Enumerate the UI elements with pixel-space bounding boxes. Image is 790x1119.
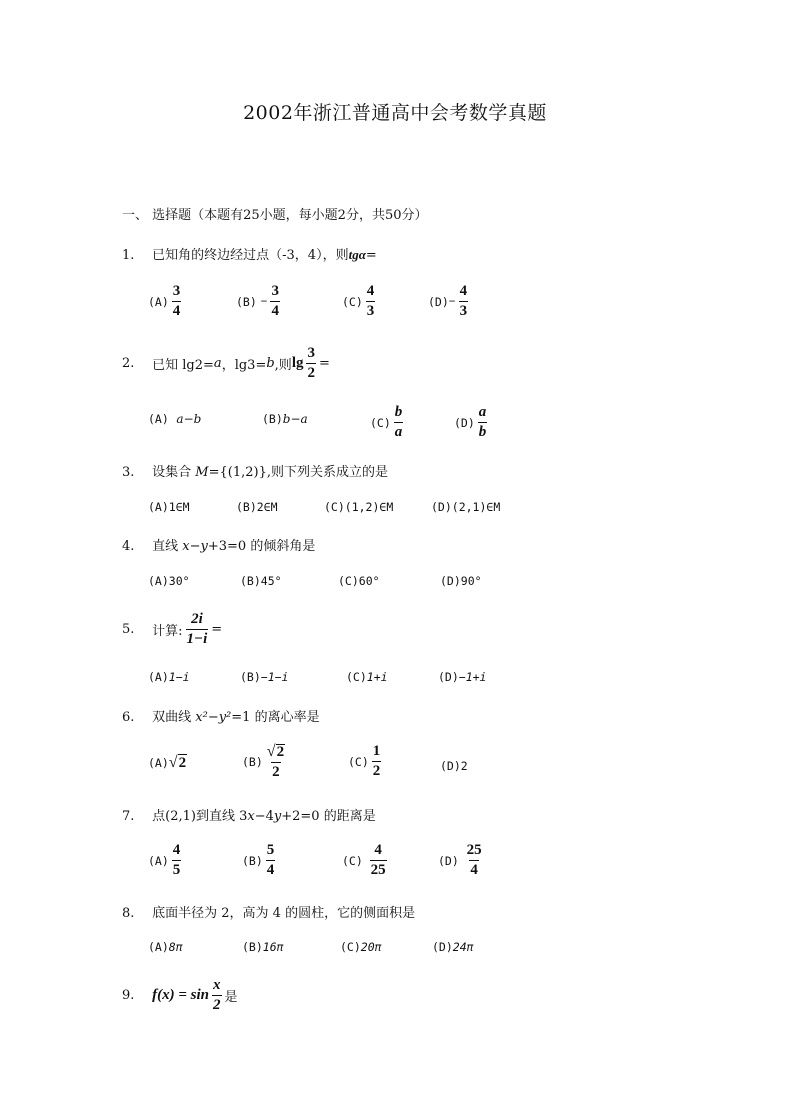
option-value: 8π xyxy=(168,940,183,954)
question-6 xyxy=(122,706,320,725)
question-text: =1 的离心率是 xyxy=(231,710,320,725)
question-number: 2. xyxy=(122,356,135,371)
option-c[interactable] xyxy=(348,744,384,779)
var-x: x xyxy=(247,809,255,824)
option-value: 30° xyxy=(168,574,190,588)
option-label: (B) xyxy=(242,755,263,769)
option-label: (C) xyxy=(338,574,359,588)
option-label: (C) xyxy=(348,754,369,769)
option-d[interactable] xyxy=(428,284,471,319)
option-value: 90° xyxy=(460,574,482,588)
question-suffix: 是 xyxy=(224,990,238,1005)
fraction xyxy=(212,978,222,1013)
question-7 xyxy=(122,805,376,824)
question-text: ，lg3= xyxy=(221,358,267,373)
denominator: 2 xyxy=(307,365,315,381)
formula: x−y xyxy=(182,539,208,554)
numerator: 3 xyxy=(307,345,315,361)
option-a[interactable] xyxy=(148,843,184,878)
question-2 xyxy=(122,346,330,381)
option-label: (C) xyxy=(342,853,363,868)
question-text: 直线 xyxy=(152,539,183,554)
denominator: 5 xyxy=(172,862,181,878)
option-label: (A) xyxy=(148,853,169,868)
option-c[interactable] xyxy=(324,500,393,514)
var-a: a xyxy=(213,356,222,371)
question-8 xyxy=(122,902,415,921)
denominator: 4 xyxy=(470,862,478,878)
question-suffix: = xyxy=(211,622,223,637)
option-label: (D) xyxy=(438,853,459,868)
question-number: 6. xyxy=(122,710,135,725)
fraction xyxy=(394,405,404,440)
option-c[interactable] xyxy=(340,940,382,954)
formula: f(x) = sin xyxy=(152,987,210,1003)
option-label: (D) xyxy=(432,940,453,954)
option-label: (A) xyxy=(148,294,169,309)
option-c[interactable] xyxy=(338,574,380,588)
numerator: 5 xyxy=(266,842,275,858)
fraction xyxy=(270,284,280,319)
fraction xyxy=(370,843,387,878)
denominator: 4 xyxy=(172,303,181,319)
numerator: x xyxy=(213,977,221,993)
option-value: 24π xyxy=(452,940,474,954)
question-text: +3=0 的倾斜角是 xyxy=(207,539,316,554)
option-value: 20π xyxy=(360,940,382,954)
denominator: 3 xyxy=(366,303,375,319)
option-value: a−b xyxy=(176,412,202,426)
fraction xyxy=(266,843,276,878)
option-d[interactable] xyxy=(438,670,486,684)
denominator: 4 xyxy=(266,862,275,878)
option-label: (A) xyxy=(148,756,169,770)
option-label: (B) xyxy=(236,294,257,309)
question-number: 1. xyxy=(122,248,135,263)
option-c[interactable] xyxy=(342,284,378,319)
option-label: (D) xyxy=(440,574,461,588)
question-number: 9. xyxy=(122,988,135,1003)
option-value: −1+i xyxy=(458,670,487,684)
page-title: 2002年浙江普通高中会考数学真题 xyxy=(243,102,547,124)
denominator: b xyxy=(478,424,487,440)
option-value: (2,1)∈M xyxy=(451,500,501,514)
numerator: 4 xyxy=(374,842,382,858)
option-b[interactable] xyxy=(240,670,288,684)
denominator: 4 xyxy=(271,303,279,319)
option-value: (1,2)∈M xyxy=(344,500,394,514)
option-value: −1−i xyxy=(260,670,289,684)
option-label: (A) xyxy=(148,670,169,684)
question-text: 已知角的终边经过点（-3，4），则 xyxy=(152,248,349,263)
fraction xyxy=(466,843,483,878)
question-text: ={(1,2)},则下列关系成立的是 xyxy=(208,465,388,480)
option-b[interactable] xyxy=(240,574,282,588)
sqrt: √ 2 xyxy=(168,754,187,771)
option-value: 16π xyxy=(262,940,284,954)
option-b[interactable] xyxy=(242,843,278,878)
question-number: 8. xyxy=(122,906,135,921)
option-c[interactable] xyxy=(342,843,390,878)
option-label: (D) xyxy=(431,500,452,514)
option-label: (D) xyxy=(440,759,461,773)
numerator: 3 xyxy=(271,283,279,299)
question-text: 已知 lg2= xyxy=(152,358,214,373)
formula: x²−y² xyxy=(195,710,232,725)
question-number: 4. xyxy=(122,539,135,554)
option-b[interactable] xyxy=(242,744,289,780)
question-text: 计算: xyxy=(152,624,183,639)
question-text: 底面半径为 2，高为 4 的圆柱，它的侧面积是 xyxy=(152,906,416,921)
denominator: 2 xyxy=(372,763,381,779)
numerator: 4 xyxy=(172,842,181,858)
fraction xyxy=(366,284,376,319)
option-value: 1−i xyxy=(168,670,190,684)
sign: − xyxy=(260,294,268,308)
numerator: √ 2 xyxy=(266,743,285,760)
option-label: (A) xyxy=(148,500,169,514)
denominator: 3 xyxy=(459,303,468,319)
option-a[interactable] xyxy=(148,574,190,588)
option-c[interactable] xyxy=(370,405,406,440)
option-value: 60° xyxy=(358,574,380,588)
fraction xyxy=(372,744,382,779)
fraction xyxy=(306,346,316,381)
radicand: 2 xyxy=(276,744,285,760)
question-3 xyxy=(122,461,388,480)
option-label: (A) xyxy=(148,940,169,954)
numerator: 4 xyxy=(366,283,375,299)
fraction xyxy=(459,284,469,319)
denominator: a xyxy=(394,424,403,440)
option-value: 2 xyxy=(460,759,468,773)
option-d[interactable] xyxy=(440,759,468,773)
fraction xyxy=(266,744,286,780)
option-c[interactable] xyxy=(346,670,388,684)
var-y: y xyxy=(273,809,282,824)
option-label: (B) xyxy=(242,940,263,954)
option-a[interactable] xyxy=(148,940,183,954)
question-suffix: = xyxy=(318,356,330,371)
question-text: ,则 xyxy=(274,358,292,373)
question-1 xyxy=(122,244,377,263)
option-d[interactable] xyxy=(432,940,474,954)
option-label: (B) xyxy=(262,412,283,426)
denominator: 1−i xyxy=(186,631,208,647)
option-d[interactable] xyxy=(440,574,482,588)
numerator: 2i xyxy=(191,611,203,627)
question-number: 7. xyxy=(122,809,135,824)
fraction xyxy=(172,843,182,878)
question-suffix: = xyxy=(365,248,377,263)
option-label: (B) xyxy=(240,574,261,588)
formula: lg xyxy=(291,355,304,371)
question-text: 双曲线 xyxy=(152,710,196,725)
fraction xyxy=(478,405,488,440)
question-4 xyxy=(122,535,315,554)
question-text: 设集合 xyxy=(152,465,196,480)
section-heading: 一、 选择题（本题有25小题，每小题2分，共50分） xyxy=(122,208,428,223)
option-label: (B) xyxy=(242,853,263,868)
denominator: 25 xyxy=(370,862,386,878)
numerator: 1 xyxy=(372,743,381,759)
option-d[interactable] xyxy=(438,843,486,878)
question-number: 5. xyxy=(122,622,135,637)
option-label: (A) xyxy=(148,412,169,426)
question-text: +2=0 的距离是 xyxy=(281,809,376,824)
numerator: 3 xyxy=(172,283,181,299)
option-a[interactable] xyxy=(148,412,201,426)
var-m: M xyxy=(195,465,209,480)
denominator: 2 xyxy=(213,997,221,1013)
option-value: 1+i xyxy=(366,670,388,684)
option-label: (C) xyxy=(346,670,367,684)
numerator: b xyxy=(394,404,403,420)
denominator: 2 xyxy=(272,764,280,780)
question-5 xyxy=(122,612,222,647)
question-number: 3. xyxy=(122,465,135,480)
option-label: (C) xyxy=(340,940,361,954)
radicand: 2 xyxy=(178,755,187,771)
option-b[interactable] xyxy=(236,500,278,514)
option-b[interactable] xyxy=(236,284,283,319)
option-label: (D) xyxy=(454,415,475,430)
option-label: (B) xyxy=(236,500,257,514)
option-d[interactable] xyxy=(454,405,490,440)
sign: − xyxy=(448,294,456,308)
option-label: (A) xyxy=(148,574,169,588)
formula: tgα xyxy=(348,247,366,262)
fraction xyxy=(186,612,209,647)
question-9 xyxy=(122,978,238,1013)
numerator: 25 xyxy=(466,842,482,858)
question-text: 点(2,1)到直线 3 xyxy=(152,809,248,824)
option-value: b−a xyxy=(282,412,308,426)
option-value: 2∈M xyxy=(256,500,278,514)
option-d[interactable] xyxy=(431,500,500,514)
fraction xyxy=(172,284,182,319)
option-label: (C) xyxy=(324,500,345,514)
option-value: 45° xyxy=(260,574,282,588)
option-a[interactable] xyxy=(148,284,184,319)
option-a[interactable] xyxy=(148,670,190,684)
var-b: b xyxy=(266,356,275,371)
numerator: 4 xyxy=(459,283,468,299)
option-label: (D) xyxy=(438,670,459,684)
numerator: a xyxy=(478,404,487,420)
option-a[interactable] xyxy=(148,500,190,514)
option-label: (D) xyxy=(428,294,449,309)
option-value: 1∈M xyxy=(168,500,190,514)
option-b[interactable] xyxy=(242,940,284,954)
option-label: (C) xyxy=(370,415,391,430)
option-b[interactable] xyxy=(262,412,308,426)
option-a[interactable] xyxy=(148,754,187,772)
option-label: (C) xyxy=(342,294,363,309)
question-text: −4 xyxy=(254,809,274,824)
option-label: (B) xyxy=(240,670,261,684)
